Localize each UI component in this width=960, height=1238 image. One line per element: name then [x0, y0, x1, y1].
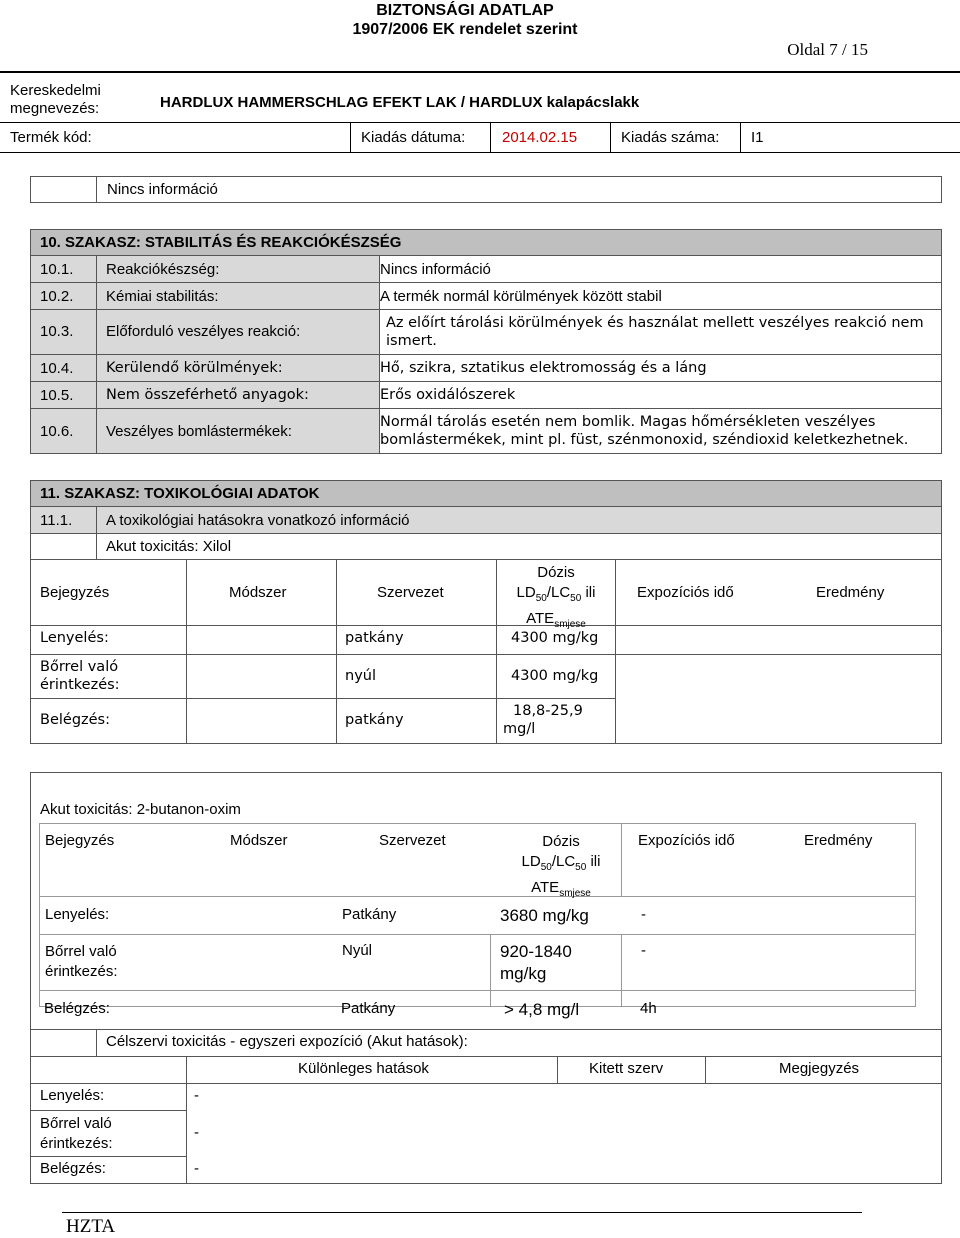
row-entry: Bőrrel való érintkezés:: [40, 659, 120, 693]
col-org-header: Szervezet: [379, 832, 446, 849]
section-11-subheader: [30, 506, 942, 534]
divider: [610, 122, 611, 152]
section-10-row-4: [30, 354, 942, 382]
row-org: patkány: [345, 630, 404, 646]
section-10-row-5: [30, 381, 942, 409]
page-number: Oldal 7 / 15: [787, 40, 868, 59]
row-label: Kémiai stabilitás:: [106, 288, 219, 305]
col-time-header: Expozíciós idő: [637, 584, 734, 601]
butanon-block: [30, 772, 942, 1184]
row-org: patkány: [345, 712, 404, 728]
col-result-header: Eredmény: [816, 584, 885, 601]
note-row: [30, 176, 942, 203]
section-10-row-3: [30, 309, 942, 355]
section-10-title: 10. SZAKASZ: STABILITÁS ÉS REAKCIÓKÉSZSÉG: [40, 234, 402, 251]
row-org: Patkány: [342, 906, 397, 923]
row-label: Előforduló veszélyes reakció:: [106, 323, 301, 340]
row-entry: Lenyelés:: [40, 630, 109, 646]
issue-number-value: I1: [751, 129, 764, 146]
row-time: 4h: [640, 1000, 657, 1017]
row-value: -: [194, 1124, 199, 1141]
row-label: Kerülendő körülmények:: [106, 360, 283, 376]
col-dose-header: Dózis $LD_{50}/LC_{50}$ ili $ATE_{smjese}$: [521, 833, 601, 899]
row-value: Nincs információ: [380, 261, 491, 278]
row-time: -: [641, 942, 646, 959]
divider: [740, 122, 741, 152]
footer-text: HZTA: [66, 1216, 116, 1237]
divider: [0, 152, 960, 153]
issue-number-label: Kiadás száma:: [621, 129, 720, 146]
divider: [490, 122, 491, 152]
xylol-table: [30, 559, 942, 744]
product-info-top-border: [0, 71, 960, 73]
col-method-header: Módszer: [229, 584, 287, 601]
col-time-header: Expozíciós idő: [638, 832, 735, 849]
row-dose: 4300 mg/kg: [511, 668, 599, 684]
row-entry: Bőrrel való érintkezés:: [45, 943, 118, 980]
row-number: 11.1.: [40, 512, 73, 529]
butanon-table: [39, 823, 916, 1007]
col-effects-header: Különleges hatások: [298, 1060, 429, 1077]
document-title: BIZTONSÁGI ADATLAP: [376, 2, 554, 19]
row-entry: Lenyelés:: [45, 906, 110, 923]
row-number: 10.2.: [40, 288, 74, 305]
row-entry: Bőrrel való érintkezés:: [40, 1115, 113, 1152]
product-name: HARDLUX HAMMERSCHLAG EFEKT LAK / HARDLUX kalapácslakk: [160, 94, 640, 111]
divider: [350, 122, 351, 152]
stot-title: Célszervi toxicitás - egyszeri expozíció (Akut hatások):: [106, 1033, 468, 1050]
col-org-header: Szervezet: [377, 584, 444, 601]
butanon-title: Akut toxicitás: 2-butanon-oxim: [40, 801, 241, 818]
footer-line: [62, 1212, 862, 1213]
row-number: 10.6.: [40, 423, 74, 440]
row-value: Normál tárolás esetén nem bomlik. Magas hőmérsékleten veszélyes bomlástermékek, mint pl. füst, szénmonoxid, széndioxid keletkezhetnek.: [380, 414, 909, 448]
col-method-header: Módszer: [230, 832, 288, 849]
row-label: Veszélyes bomlástermékek:: [106, 423, 292, 440]
row-value: Az előírt tárolási körülmények és használat mellett veszélyes reakció nem ismert.: [386, 315, 924, 349]
row-org: Nyúl: [342, 942, 373, 959]
row-value: Erős oxidálószerek: [380, 387, 516, 403]
section-10-row-6: [30, 408, 942, 454]
row-entry: Belégzés:: [40, 1160, 106, 1177]
row-dose: 3680 mg/kg: [500, 906, 589, 925]
row-dose: 4300 mg/kg: [511, 630, 599, 646]
row-dose: > 4,8 mg/l: [504, 1000, 580, 1019]
section-11-header: [30, 480, 942, 507]
row-dose: 920-1840: [500, 942, 572, 961]
note-text: Nincs információ: [107, 181, 218, 198]
row-time: -: [641, 906, 646, 923]
col-organ-header: Kitett szerv: [589, 1060, 664, 1077]
row-org: Patkány: [341, 1000, 396, 1017]
col-result-header: Eredmény: [804, 832, 873, 849]
col-notes-header: Megjegyzés: [779, 1060, 860, 1077]
row-dose-unit: mg/kg: [500, 964, 547, 983]
row-dose-unit: mg/l: [503, 721, 536, 737]
section-10-header: [30, 229, 942, 256]
product-code-label: Termék kód:: [10, 129, 92, 146]
issue-date-value: 2014.02.15: [502, 129, 578, 146]
row-number: 10.5.: [40, 387, 74, 404]
row-entry: Belégzés:: [40, 712, 110, 728]
row-number: 10.4.: [40, 360, 74, 377]
row-value: A termék normál körülmények között stabil: [380, 288, 662, 305]
row-label: Reakciókészség:: [106, 261, 220, 278]
section-10-row-1: [30, 255, 942, 283]
section-10-row-2: [30, 282, 942, 310]
row-dose: 18,8-25,9: [513, 703, 583, 719]
row-label: A toxikológiai hatásokra vonatkozó információ: [106, 512, 410, 529]
product-name-label: Kereskedelmi megnevezés:: [10, 82, 101, 117]
row-entry: Belégzés:: [44, 1000, 110, 1017]
col-entry-header: Bejegyzés: [45, 832, 115, 849]
document-subtitle: 1907/2006 EK rendelet szerint: [352, 21, 578, 38]
section-11-title: 11. SZAKASZ: TOXIKOLÓGIAI ADATOK: [40, 485, 320, 502]
row-value: -: [194, 1087, 199, 1104]
row-entry: Lenyelés:: [40, 1087, 105, 1104]
row-org: nyúl: [345, 668, 376, 684]
xylol-title: Akut toxicitás: Xilol: [106, 538, 232, 555]
row-value: Hő, szikra, sztatikus elektromosság és a láng: [380, 360, 707, 376]
col-dose-header: Dózis $LD_{50}/LC_{50}$ ili $ATE_{smjese}$: [516, 564, 596, 630]
row-number: 10.3.: [40, 323, 74, 340]
divider: [0, 122, 960, 123]
row-label: Nem összeférhető anyagok:: [106, 387, 309, 403]
row-value: -: [194, 1160, 199, 1177]
xylol-title-row: [30, 533, 942, 560]
col-entry-header: Bejegyzés: [40, 584, 110, 601]
row-number: 10.1.: [40, 261, 74, 278]
issue-date-label: Kiadás dátuma:: [361, 129, 466, 146]
